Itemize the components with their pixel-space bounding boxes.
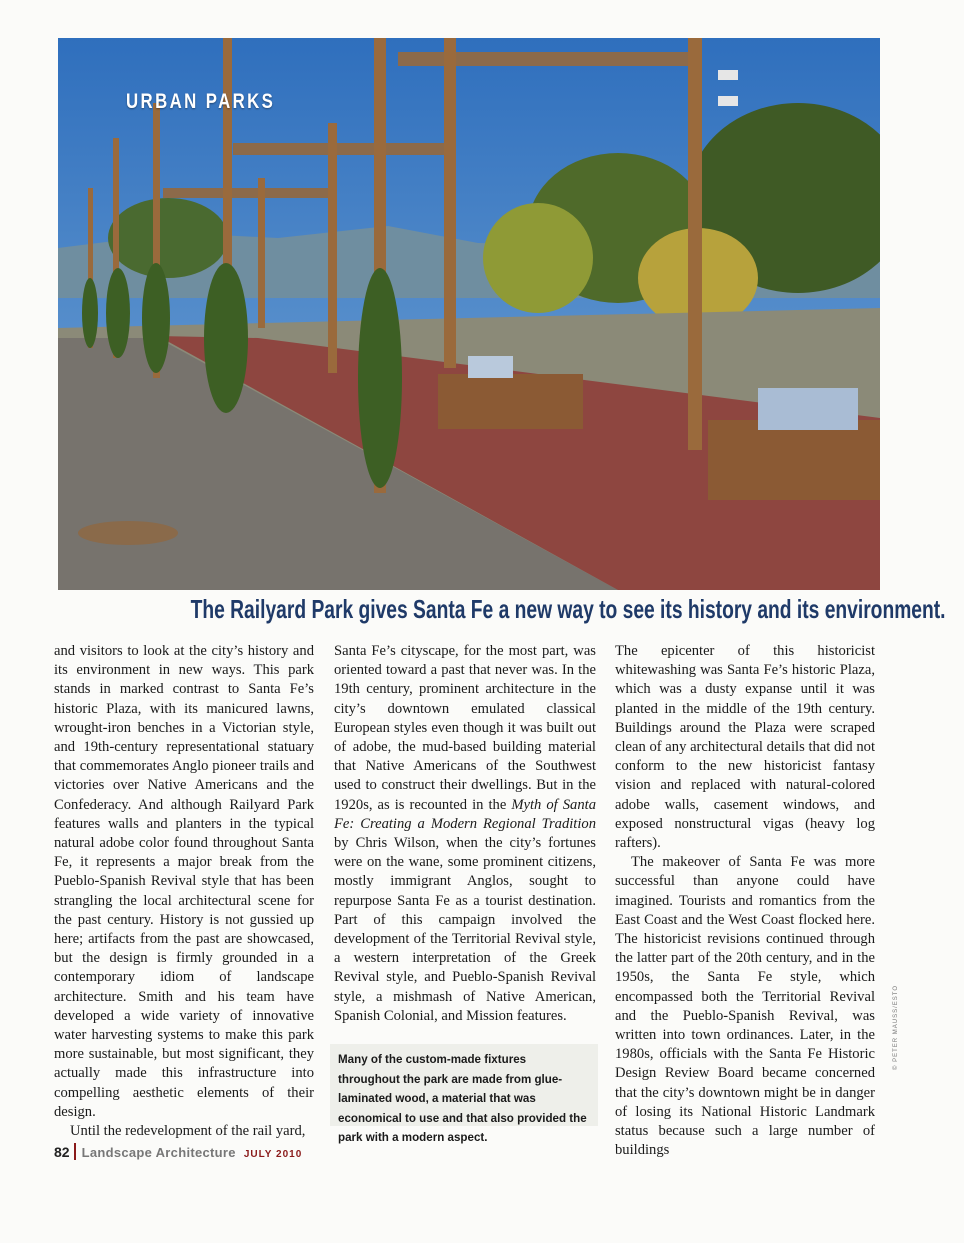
tree-yellow — [483, 203, 593, 313]
vine — [142, 263, 170, 373]
pole — [328, 123, 337, 373]
hero-photo — [58, 38, 880, 590]
vine — [106, 268, 130, 358]
article-column-2 — [334, 642, 596, 1026]
vine — [358, 268, 402, 488]
overhead-beam-2 — [233, 143, 448, 155]
photo-caption: Many of the custom-made fixtures throughout the park are made from glue-laminated wood, a material that was economical to use and that also provided the park with a modern aspect. — [338, 1053, 587, 1144]
paragraph: The epicenter of this historicist whitewashing was Santa Fe’s historic Plaza, which was a dusty expanse until it was planted in the middle of the 19th century. Buildings around the Plaza were scraped clean of any architectural details that did not conform to the new historicist fantasy vision and replaced with natural-colored adobe walls, casement windows, and exposed nonstructural vigas (heavy log rafters). — [615, 643, 875, 852]
manhole-cover — [78, 521, 178, 545]
magazine-name: Landscape Architecture — [81, 1145, 236, 1160]
vine — [82, 278, 98, 348]
page-footer — [54, 1143, 302, 1162]
bench-1 — [438, 374, 583, 429]
light-fixture — [718, 96, 738, 106]
paragraph: The makeover of Santa Fe was more successful than anyone could have imagined. Tourists and romantics from the East Coast and the West Coast flocked here. The historicist revisions continued through the latter part of the 20th century, and in the 1950s, the Santa Fe style, which encompassed both the Territorial Revival and the Pueblo-Spanish Revival, was written into town ordinances. Later, in the 1980s, officials with the Santa Fe Historic Design Review Board became concerned that the city’s downtown might be in danger of losing its National Historic Landmark status because such a large number of buildings — [615, 854, 875, 1159]
pole — [444, 38, 456, 368]
article-column-3 — [615, 642, 875, 1160]
park-photo-illustration — [58, 38, 880, 590]
bench-2-back — [758, 388, 858, 430]
book-title: Myth of Santa Fe: Creating a Modern Regional Tradition — [334, 796, 596, 832]
bench-1-back — [468, 356, 513, 378]
light-fixture — [718, 70, 738, 80]
article-column-1 — [54, 642, 314, 1141]
page-number: 82 — [54, 1144, 70, 1160]
paragraph: Santa Fe’s cityscape, for the most part, was oriented toward a past that never was. In the 19th century, prominent architecture in the city’s downtown emulated classical European styles even though it was built out of adobe, the mud-based building material that Native Americans of the Southwest used to construct their dwellings. But in the 1920s, as is recounted in the Myth of Santa Fe: Creating a Modern Regional Tradition by Chris Wilson, when the city’s fortunes were on the wane, some prominent citizens, mostly immigrant Anglos, sought to repurpose Santa Fe as a tourist destination. Part of this campaign involved the development of the Territorial Revival style, a western interpretation of the Greek Revival style, and Pueblo-Spanish Revival style, a mishmash of Native American, Spanish Colonial, and Mission features. — [334, 643, 596, 1024]
vine — [204, 263, 248, 413]
bench-2 — [708, 420, 880, 500]
paragraph: and visitors to look at the city’s history and its environment in new ways. This park stands in marked contrast to Santa Fe’s historic Plaza, with its manicured lawns, wrought-iron benches in a Victorian style, and 19th-century representational statuary that commemorates Anglo pioneer trails and victories over Native Americans and the Confederacy. And although Railyard Park features walls and planters in the typical natural adobe color found throughout Santa Fe, it represents a major break from the Pueblo-Spanish Revival style that has been strangling the local architectural scene for the past century. History is not gussied up here; artifacts from the past are showcased, but the design is firmly grounded in a contemporary idiom of landscape architecture. Smith and his team have developed a wide variety of innovative water harvesting systems to make this park more sustainable, but most significant, they actually made this infrastructure into compelling aesthetic elements of their design. — [54, 643, 314, 1120]
overhead-beam-3 — [163, 188, 333, 198]
overhead-beam-1 — [398, 52, 698, 66]
pole — [688, 38, 702, 450]
issue-date: JULY 2010 — [243, 1149, 303, 1160]
footer-divider — [74, 1143, 76, 1160]
photo-caption-box — [330, 1044, 598, 1144]
pole — [258, 178, 265, 328]
section-tag: URBAN PARKS — [126, 90, 276, 113]
photo-credit: © PETER MAUSS/ESTO — [893, 985, 899, 1070]
headline: The Railyard Park gives Santa Fe a new way to see its history and its environment. — [190, 594, 946, 624]
tree-left — [108, 198, 228, 278]
paragraph: Until the redevelopment of the rail yard, — [70, 1123, 306, 1140]
